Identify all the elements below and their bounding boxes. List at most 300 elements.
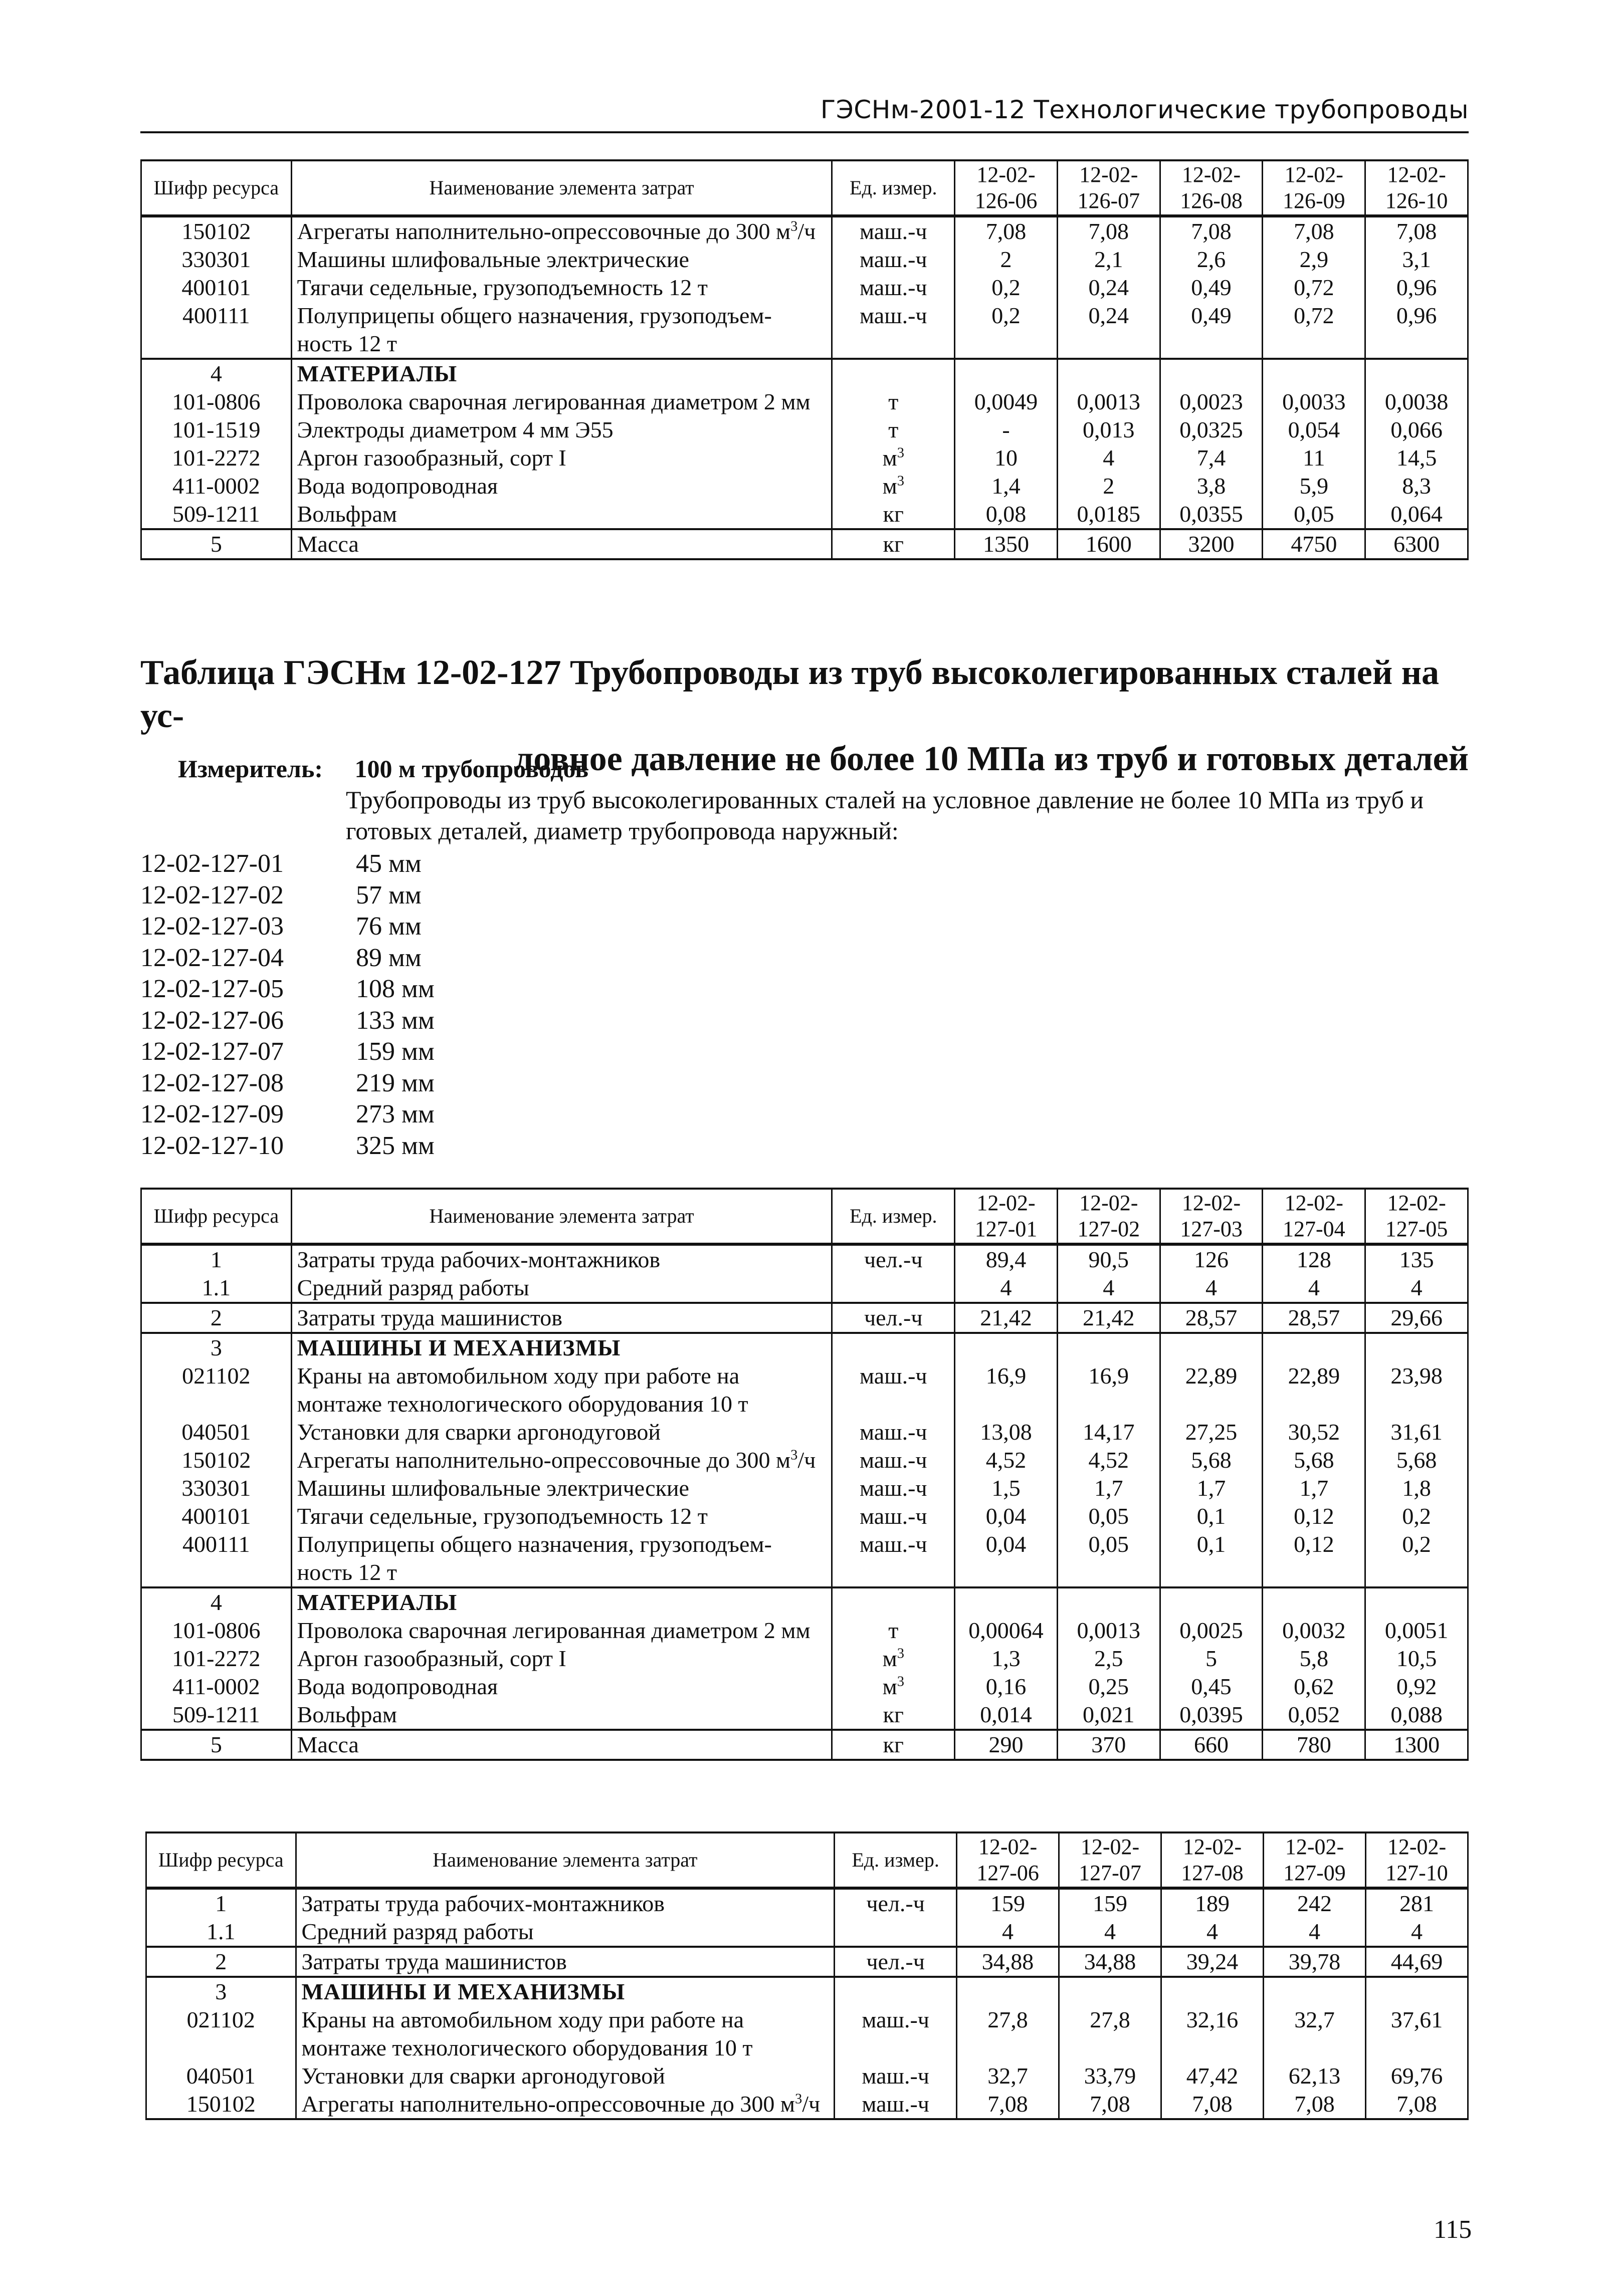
norm-value: 1,7: [1057, 1474, 1160, 1502]
resource-code: 1: [146, 1888, 296, 1918]
unit-of-measure: [832, 1274, 955, 1303]
norm-value: [1263, 359, 1365, 388]
unit-of-measure: кг: [832, 1701, 955, 1730]
column-header-norm-code: 12-02- 127-06: [957, 1832, 1059, 1888]
unit-of-measure: кг: [832, 1730, 955, 1760]
norm-value: 0,0051: [1365, 1617, 1468, 1645]
table-row: [141, 1730, 1468, 1760]
variant-code: 12-02-127-08: [140, 1068, 284, 1097]
resource-name: Агрегаты наполнительно-опрессовочные до 300 $м^3/ч$: [291, 216, 832, 246]
norm-value: 4: [1057, 1274, 1160, 1303]
variant-item: [140, 880, 506, 911]
column-header-norm-code: 12-02- 127-10: [1365, 1832, 1468, 1888]
resource-name: Вода водопроводная: [291, 1673, 832, 1701]
norm-value: 0,0395: [1160, 1701, 1263, 1730]
norm-value: 7,08: [1059, 2090, 1161, 2119]
unit-of-measure: [832, 1333, 955, 1362]
norm-value: 159: [957, 1888, 1059, 1918]
unit-of-measure: маш.-ч: [832, 216, 955, 246]
norm-value: 0,0038: [1365, 388, 1468, 416]
column-header-name: Наименование элемента затрат: [291, 1189, 832, 1244]
norm-value: [1059, 1977, 1161, 2006]
unit-of-measure: $м^3$: [832, 1673, 955, 1701]
norm-value: 0,0185: [1057, 500, 1160, 529]
table-row: [141, 1502, 1468, 1530]
column-header-code: Шифр ресурса: [146, 1832, 296, 1888]
measure-label: Измеритель:: [178, 755, 323, 783]
resource-name: Затраты труда рабочих-монтажников: [291, 1244, 832, 1274]
norm-value: 126: [1160, 1244, 1263, 1274]
norm-value: 13,08: [955, 1418, 1058, 1446]
norm-value: 10,5: [1365, 1645, 1468, 1673]
norm-value: 69,76: [1365, 2062, 1468, 2090]
norm-value: 44,69: [1365, 1947, 1468, 1977]
resource-name: Проволока сварочная легированная диаметром 2 мм: [291, 388, 832, 416]
norm-value: 0,0355: [1160, 500, 1263, 529]
norm-value: 3200: [1160, 529, 1263, 559]
resource-name: Аргон газообразный, сорт I: [291, 444, 832, 472]
norm-value: 47,42: [1161, 2062, 1264, 2090]
norm-value: 0,013: [1057, 416, 1160, 444]
resource-code: 101-2272: [141, 1645, 292, 1673]
norm-value: 33,79: [1059, 2062, 1161, 2090]
section-title: МАШИНЫ И МЕХАНИЗМЫ: [291, 1333, 832, 1362]
column-header-norm-code: 12-02- 126-07: [1057, 160, 1160, 216]
norm-value: 27,8: [957, 2006, 1059, 2062]
table-row: [141, 216, 1468, 246]
resource-code: 509-1211: [141, 500, 292, 529]
norm-value: 0,12: [1263, 1502, 1365, 1530]
resource-name: Полуприцепы общего назначения, грузоподъем-ность 12 т: [291, 302, 832, 359]
resource-name: Аргон газообразный, сорт I: [291, 1645, 832, 1673]
norm-value: [1263, 1333, 1365, 1362]
norm-value: 23,98: [1365, 1362, 1468, 1418]
table-row: [141, 1474, 1468, 1502]
resource-name: Краны на автомобильном ходу при работе на монтаже технологического оборудования 10 т: [296, 2006, 835, 2062]
variant-item: [140, 943, 506, 974]
variant-item: [140, 1068, 506, 1099]
resource-code: 400111: [141, 302, 292, 359]
norm-value: 4750: [1263, 529, 1365, 559]
resource-name: Краны на автомобильном ходу при работе на монтаже технологического оборудования 10 т: [291, 1362, 832, 1418]
column-header-code: Шифр ресурса: [141, 160, 292, 216]
section-title: МАТЕРИАЛЫ: [291, 1587, 832, 1617]
norm-value: [1057, 1587, 1160, 1617]
resource-name: Машины шлифовальные электрические: [291, 246, 832, 274]
norm-value: 0,088: [1365, 1701, 1468, 1730]
resource-name: Электроды диаметром 4 мм Э55: [291, 416, 832, 444]
norm-value: 290: [955, 1730, 1058, 1760]
table-row: [146, 2062, 1468, 2090]
unit-of-measure: маш.-ч: [832, 1446, 955, 1474]
variant-code: 12-02-127-03: [140, 912, 284, 941]
norm-value: [1057, 1333, 1160, 1362]
resource-code: 411-0002: [141, 1673, 292, 1701]
resource-code: 040501: [141, 1418, 292, 1446]
column-header-unit: Ед. измер.: [832, 1189, 955, 1244]
resource-code: 3: [141, 1333, 292, 1362]
variant-diameter: 325 мм: [356, 1131, 435, 1160]
norm-value: 14,5: [1365, 444, 1468, 472]
norm-value: [1365, 1977, 1468, 2006]
norm-value: 2,5: [1057, 1645, 1160, 1673]
resource-name: Вольфрам: [291, 500, 832, 529]
norm-value: 4: [1365, 1918, 1468, 1947]
unit-of-measure: маш.-ч: [832, 302, 955, 359]
resource-code: 101-1519: [141, 416, 292, 444]
variant-code: 12-02-127-05: [140, 975, 284, 1003]
norm-value: 0,054: [1263, 416, 1365, 444]
resource-code: 021102: [141, 1362, 292, 1418]
variant-item: [140, 1099, 506, 1130]
resource-name: Средний разряд работы: [291, 1274, 832, 1303]
variant-code: 12-02-127-10: [140, 1131, 284, 1160]
resource-code: 101-0806: [141, 1617, 292, 1645]
section-row: [146, 1977, 1468, 2006]
column-header-norm-code: 12-02- 126-10: [1365, 160, 1468, 216]
variant-item: [140, 848, 506, 880]
header-rule: [140, 131, 1469, 133]
norm-value: 4,52: [1057, 1446, 1160, 1474]
norm-value: 6300: [1365, 529, 1468, 559]
variant-code: 12-02-127-06: [140, 1006, 284, 1035]
norm-value: 7,08: [1365, 2090, 1468, 2119]
norm-value: 89,4: [955, 1244, 1058, 1274]
norm-value: 0,05: [1057, 1530, 1160, 1587]
resource-code: 1.1: [146, 1918, 296, 1947]
table-row: [141, 529, 1468, 559]
norm-value: 4,52: [955, 1446, 1058, 1474]
unit-of-measure: [835, 1977, 957, 2006]
norm-value: [1365, 359, 1468, 388]
norm-value: [1160, 359, 1263, 388]
norm-value: 159: [1059, 1888, 1161, 1918]
norm-value: 0,0032: [1263, 1617, 1365, 1645]
norm-value: 242: [1263, 1888, 1365, 1918]
resource-code: 150102: [141, 1446, 292, 1474]
norm-value: [1160, 1333, 1263, 1362]
table-row: [141, 472, 1468, 500]
variant-diameter: 76 мм: [356, 912, 422, 941]
resource-code: 400111: [141, 1530, 292, 1587]
resource-code: 040501: [146, 2062, 296, 2090]
norm-value: 0,62: [1263, 1673, 1365, 1701]
table-row: [141, 302, 1468, 359]
resource-code: 1.1: [141, 1274, 292, 1303]
unit-of-measure: т: [832, 1617, 955, 1645]
norm-value: 0,96: [1365, 274, 1468, 302]
unit-of-measure: маш.-ч: [832, 1474, 955, 1502]
resource-code: 2: [141, 1303, 292, 1333]
norm-value: 0,00064: [955, 1617, 1058, 1645]
unit-of-measure: кг: [832, 500, 955, 529]
norm-value: 0,0049: [955, 388, 1058, 416]
norm-value: 11: [1263, 444, 1365, 472]
norm-value: 0,08: [955, 500, 1058, 529]
norm-value: 0,72: [1263, 274, 1365, 302]
norm-value: 1600: [1057, 529, 1160, 559]
resource-name: Вольфрам: [291, 1701, 832, 1730]
table-row: [141, 246, 1468, 274]
norm-value: 1350: [955, 529, 1058, 559]
norm-value: 1,4: [955, 472, 1058, 500]
table-row: [141, 1362, 1468, 1418]
variant-code: 12-02-127-09: [140, 1100, 284, 1128]
table-row: [141, 444, 1468, 472]
norm-value: 39,78: [1263, 1947, 1365, 1977]
column-header-norm-code: 12-02- 126-09: [1263, 160, 1365, 216]
table-title-line-2: ловное давление не более 10 МПа из труб и готовых деталей: [513, 740, 1469, 778]
unit-of-measure: чел.-ч: [835, 1947, 957, 1977]
norm-value: 0,96: [1365, 302, 1468, 359]
resource-code: 101-0806: [141, 388, 292, 416]
norm-value: 0,24: [1057, 274, 1160, 302]
norm-value: 0,0025: [1160, 1617, 1263, 1645]
variant-item: [140, 974, 506, 1005]
norm-value: 22,89: [1263, 1362, 1365, 1418]
norm-value: [1160, 1587, 1263, 1617]
norm-value: 0,0033: [1263, 388, 1365, 416]
unit-of-measure: [832, 1587, 955, 1617]
resource-code: 150102: [146, 2090, 296, 2119]
resource-name: Затраты труда рабочих-монтажников: [296, 1888, 835, 1918]
section-title: МАТЕРИАЛЫ: [291, 359, 832, 388]
column-header-norm-code: 12-02- 127-09: [1263, 1832, 1365, 1888]
norm-value: 370: [1057, 1730, 1160, 1760]
norm-value: 660: [1160, 1730, 1263, 1760]
norm-value: 7,08: [1057, 216, 1160, 246]
norm-value: [1161, 1977, 1264, 2006]
norm-value: 30,52: [1263, 1418, 1365, 1446]
table-row: [141, 1274, 1468, 1303]
resource-name: Затраты труда машинистов: [291, 1303, 832, 1333]
table-row: [146, 1947, 1468, 1977]
norm-value: 4: [1160, 1274, 1263, 1303]
unit-of-measure: [832, 359, 955, 388]
column-header-norm-code: 12-02- 127-02: [1057, 1189, 1160, 1244]
norm-value: 0,72: [1263, 302, 1365, 359]
norm-value: 0,014: [955, 1701, 1058, 1730]
unit-of-measure: маш.-ч: [835, 2062, 957, 2090]
norm-value: 0,45: [1160, 1673, 1263, 1701]
table-row: [141, 1303, 1468, 1333]
norm-value: 7,08: [1160, 216, 1263, 246]
section-row: [141, 1587, 1468, 1617]
norm-value: 62,13: [1263, 2062, 1365, 2090]
norm-value: 1,5: [955, 1474, 1058, 1502]
resource-code: 101-2272: [141, 444, 292, 472]
resource-name: Агрегаты наполнительно-опрессовочные до 300 $м^3/ч$: [291, 1446, 832, 1474]
resource-code: 5: [141, 529, 292, 559]
resource-code: 509-1211: [141, 1701, 292, 1730]
norm-value: [1057, 359, 1160, 388]
norm-value: 5,68: [1365, 1446, 1468, 1474]
norm-value: 2,6: [1160, 246, 1263, 274]
resource-name: Вода водопроводная: [291, 472, 832, 500]
norm-value: 0,2: [1365, 1502, 1468, 1530]
resource-name: Тягачи седельные, грузоподъемность 12 т: [291, 274, 832, 302]
norm-value: 29,66: [1365, 1303, 1468, 1333]
table-row: [141, 1530, 1468, 1587]
resource-name: Агрегаты наполнительно-опрессовочные до 300 $м^3/ч$: [296, 2090, 835, 2119]
unit-of-measure: $м^3$: [832, 444, 955, 472]
norm-value: 1,7: [1263, 1474, 1365, 1502]
resource-name: Машины шлифовальные электрические: [291, 1474, 832, 1502]
norm-value: 2,1: [1057, 246, 1160, 274]
resource-name: Полуприцепы общего назначения, грузоподъем-ность 12 т: [291, 1530, 832, 1587]
table-title-line-1: Таблица ГЭСНм 12-02-127 Трубопроводы из труб высоколегированных сталей на ус-: [140, 653, 1440, 735]
resource-name: Установки для сварки аргонодуговой: [296, 2062, 835, 2090]
norm-value: 7,08: [955, 216, 1058, 246]
unit-of-measure: $м^3$: [832, 1645, 955, 1673]
norm-value: 3,1: [1365, 246, 1468, 274]
norm-value: [955, 1333, 1058, 1362]
norm-value: 128: [1263, 1244, 1365, 1274]
norm-value: 1,7: [1160, 1474, 1263, 1502]
resource-code: 4: [141, 1587, 292, 1617]
norm-value: 4: [1057, 444, 1160, 472]
resource-name: Затраты труда машинистов: [296, 1947, 835, 1977]
column-header-norm-code: 12-02- 126-06: [955, 160, 1058, 216]
norm-value: -: [955, 416, 1058, 444]
norm-value: 16,9: [955, 1362, 1058, 1418]
unit-of-measure: маш.-ч: [832, 1502, 955, 1530]
resource-code: 021102: [146, 2006, 296, 2062]
table-row: [141, 1645, 1468, 1673]
table-row: [141, 1701, 1468, 1730]
norm-value: 5,68: [1263, 1446, 1365, 1474]
unit-of-measure: т: [832, 416, 955, 444]
norm-value: 0,066: [1365, 416, 1468, 444]
norm-value: [955, 1587, 1058, 1617]
table-row: [141, 1673, 1468, 1701]
unit-of-measure: маш.-ч: [832, 1530, 955, 1587]
norm-value: 0,021: [1057, 1701, 1160, 1730]
norm-value: 16,9: [1057, 1362, 1160, 1418]
variant-diameter: 108 мм: [356, 975, 435, 1003]
norm-value: 0,2: [955, 302, 1058, 359]
column-header-unit: Ед. измер.: [832, 160, 955, 216]
norm-value: 0,49: [1160, 274, 1263, 302]
column-header-norm-code: 12-02- 127-04: [1263, 1189, 1365, 1244]
norm-value: 0,0023: [1160, 388, 1263, 416]
norm-value: 1300: [1365, 1730, 1468, 1760]
norm-value: 4: [955, 1274, 1058, 1303]
norm-value: 7,08: [1263, 2090, 1365, 2119]
norm-value: 0,2: [1365, 1530, 1468, 1587]
table-row: [141, 1446, 1468, 1474]
unit-of-measure: маш.-ч: [832, 1418, 955, 1446]
variant-code: 12-02-127-07: [140, 1037, 284, 1066]
resource-code: 150102: [141, 216, 292, 246]
unit-of-measure: маш.-ч: [832, 1362, 955, 1418]
table-row: [141, 416, 1468, 444]
unit-of-measure: чел.-ч: [835, 1888, 957, 1918]
norm-value: 7,4: [1160, 444, 1263, 472]
section-row: [141, 359, 1468, 388]
column-header-norm-code: 12-02- 127-05: [1365, 1189, 1468, 1244]
table-row: [141, 1244, 1468, 1274]
norm-value: 0,04: [955, 1530, 1058, 1587]
measure-value: 100 м трубопроводов: [354, 755, 589, 783]
section-row: [141, 1333, 1468, 1362]
resource-table-127-01-05: [140, 1188, 1469, 1761]
norm-value: 7,08: [1161, 2090, 1264, 2119]
norm-value: 0,2: [955, 274, 1058, 302]
resource-code: 411-0002: [141, 472, 292, 500]
variant-diameter: 89 мм: [356, 943, 422, 972]
resource-name: Проволока сварочная легированная диаметром 2 мм: [291, 1617, 832, 1645]
variant-item: [140, 1005, 506, 1037]
norm-value: 0,04: [955, 1502, 1058, 1530]
norm-value: 0,49: [1160, 302, 1263, 359]
norm-value: 0,92: [1365, 1673, 1468, 1701]
resource-code: 330301: [141, 246, 292, 274]
resource-code: 330301: [141, 1474, 292, 1502]
resource-name: Средний разряд работы: [296, 1918, 835, 1947]
norm-value: 0,064: [1365, 500, 1468, 529]
norm-value: 14,17: [1057, 1418, 1160, 1446]
norm-value: [1365, 1587, 1468, 1617]
unit-of-measure: маш.-ч: [835, 2006, 957, 2062]
norm-value: 0,1: [1160, 1530, 1263, 1587]
table-row: [141, 388, 1468, 416]
norm-value: 4: [957, 1918, 1059, 1947]
column-header-norm-code: 12-02- 126-08: [1160, 160, 1263, 216]
variant-diameter: 159 мм: [356, 1037, 435, 1066]
norm-value: 2,9: [1263, 246, 1365, 274]
unit-of-measure: [835, 1918, 957, 1947]
variant-item: [140, 911, 506, 943]
variant-diameter: 273 мм: [356, 1100, 435, 1128]
norm-value: 1,3: [955, 1645, 1058, 1673]
variant-list: [140, 848, 506, 1162]
resource-name: Масса: [291, 529, 832, 559]
norm-value: 4: [1263, 1918, 1365, 1947]
table-row: [146, 2090, 1468, 2119]
norm-value: 4: [1059, 1918, 1161, 1947]
resource-table-126: [140, 159, 1469, 560]
unit-of-measure: маш.-ч: [832, 274, 955, 302]
norm-value: 0,1: [1160, 1502, 1263, 1530]
unit-of-measure: чел.-ч: [832, 1244, 955, 1274]
unit-of-measure: маш.-ч: [835, 2090, 957, 2119]
section-title: МАШИНЫ И МЕХАНИЗМЫ: [296, 1977, 835, 2006]
resource-code: 5: [141, 1730, 292, 1760]
table-row: [141, 274, 1468, 302]
norm-value: 0,05: [1057, 1502, 1160, 1530]
norm-value: 10: [955, 444, 1058, 472]
running-header: ГЭСНм-2001-12 Технологические трубопроводы: [820, 95, 1469, 124]
column-header-norm-code: 12-02- 127-01: [955, 1189, 1058, 1244]
table-row: [146, 1918, 1468, 1947]
variant-diameter: 219 мм: [356, 1068, 435, 1097]
variant-code: 12-02-127-01: [140, 849, 284, 878]
norm-value: 21,42: [1057, 1303, 1160, 1333]
norm-value: 3,8: [1160, 472, 1263, 500]
norm-value: 5,68: [1160, 1446, 1263, 1474]
resource-name: Тягачи седельные, грузоподъемность 12 т: [291, 1502, 832, 1530]
column-header-norm-code: 12-02- 127-07: [1059, 1832, 1161, 1888]
norm-value: 7,08: [957, 2090, 1059, 2119]
norm-value: 0,05: [1263, 500, 1365, 529]
column-header-name: Наименование элемента затрат: [291, 160, 832, 216]
norm-value: 4: [1263, 1274, 1365, 1303]
norm-value: 4: [1161, 1918, 1264, 1947]
table-row: [146, 2006, 1468, 2062]
norm-value: 7,08: [1263, 216, 1365, 246]
unit-of-measure: маш.-ч: [832, 246, 955, 274]
